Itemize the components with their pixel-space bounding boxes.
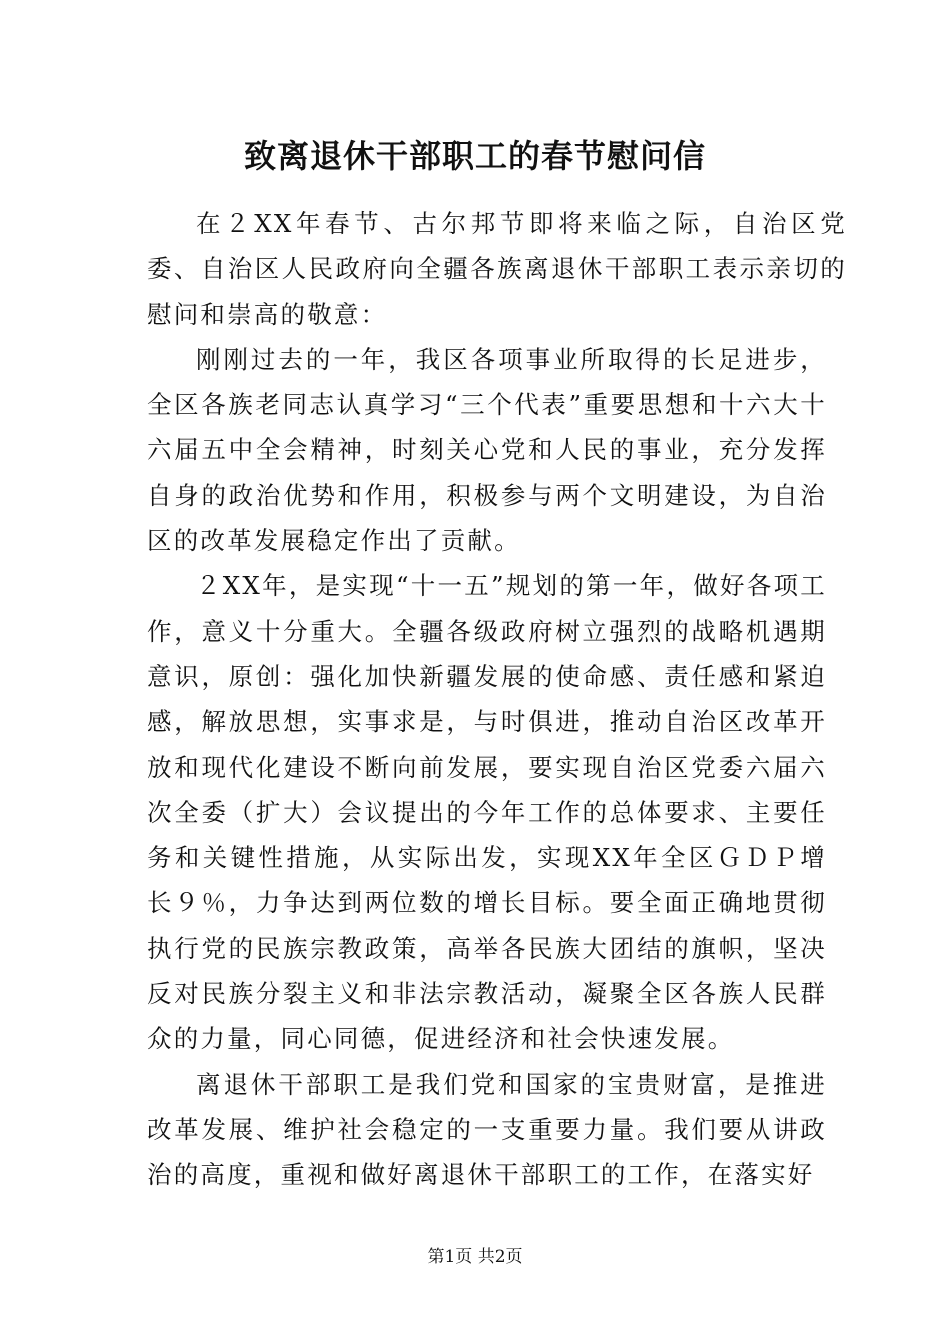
- paragraph-greeting: 在２XX年春节、古尔邦节即将来临之际，自治区党委、自治区人民政府向全疆各族离退休干部职工表示亲切的慰问和崇高的敬意：: [147, 209, 847, 329]
- paragraph-past-year: 刚刚过去的一年，我区各项事业所取得的长足进步，全区各族老同志认真学习“三个代表”重要思想和十六大十六届五中全会精神，时刻关心党和人民的事业，充分发挥自身的政治优势和作用，积极参与两个文明建设，为自治区的改革发展稳定作出了贡献。: [147, 344, 827, 556]
- document-title: 致离退休干部职工的春节慰问信: [243, 137, 706, 175]
- paragraph-new-year-goals: ２XX年，是实现“十一五”规划的第一年，做好各项工作，意义十分重大。全疆各级政府树立强烈的战略机遇期意识，原创：强化加快新疆发展的使命感、责任感和紧迫感，解放思想，实事求是，与时俱进，推动自治区改革开放和现代化建设不断向前发展，要实现自治区党委六届六次全委（扩大）会议提出的今年工作的总体要求、主要任务和关键性措施，从实际出发，实现XX年全区ＧＤＰ增长９％，力争达到两位数的增长目标。要全面正确地贯彻执行党的民族宗教政策，高举各民族大团结的旗帜，坚决反对民族分裂主义和非法宗教活动，凝聚全区各族人民群众的力量，同心同德，促进经济和社会快速发展。: [147, 571, 827, 1054]
- page-number-footer: 第1页 共2页: [427, 1247, 523, 1267]
- letter-body: [147, 201, 847, 1198]
- paragraph-retirees-value: 离退休干部职工是我们党和国家的宝贵财富，是推进改革发展、维护社会稳定的一支重要力量。我们要从讲政治的高度，重视和做好离退休干部职工的工作，在落实好: [147, 1069, 827, 1190]
